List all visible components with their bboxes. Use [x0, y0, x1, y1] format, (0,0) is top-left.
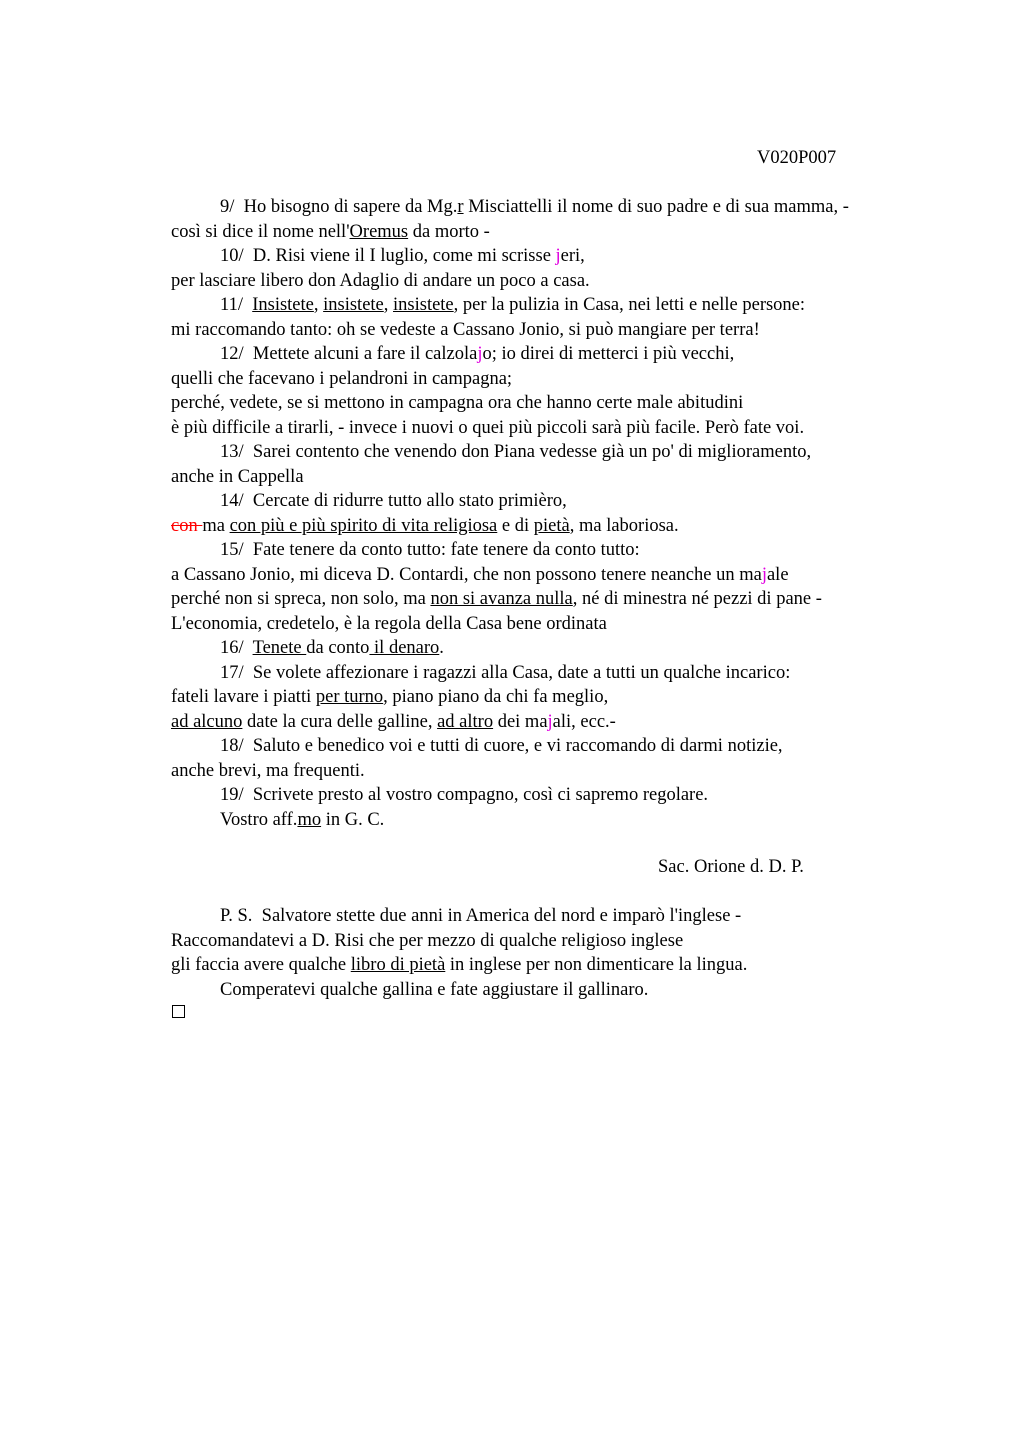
text-line: L'economia, credetelo, è la regola della Casa bene ordinata [171, 613, 607, 634]
line-item-14: 14/ Cercate di ridurre tutto allo stato primièro, [220, 491, 567, 511]
text-line: quelli che facevano i pelandroni in campagna; [171, 368, 513, 389]
line-item-19: 19/ Scrivete presto al vostro compagno, così ci sapremo regolare. [220, 785, 709, 805]
end-marker-box-icon [172, 1005, 185, 1018]
item-number: 10/ [220, 246, 244, 266]
text-line: perché non si spreca, non solo, ma non si avanza nulla, né di minestra né pezzi di pane - [171, 589, 822, 609]
text-line: con ma con più e più spirito di vita religiosa e di pietà, ma laboriosa. [171, 515, 679, 536]
item-number: 18/ [220, 736, 244, 756]
line-item-12: 12/ Mettete alcuni a fare il calzolajo; io direi di metterci i più vecchi, [220, 344, 735, 364]
text-line: anche in Cappella [171, 466, 304, 487]
ps-line: Raccomandatevi a D. Risi che per mezzo di qualche religioso inglese [171, 930, 684, 951]
item-number: 12/ [220, 344, 244, 364]
line-item-18: 18/ Saluto e benedico voi e tutti di cuore, e vi raccomando di darmi notizie, [220, 736, 783, 756]
ps-line: gli faccia avere qualche libro di pietà in inglese per non dimenticare la lingua. [171, 955, 748, 975]
ps-line: Comperatevi qualche gallina e fate aggiustare il gallinaro. [220, 979, 649, 1000]
page-id: V020P007 [757, 148, 837, 168]
line-item-17: 17/ Se volete affezionare i ragazzi alla Casa, date a tutti un qualche incarico: [220, 662, 791, 683]
text-line: fateli lavare i piatti per turno, piano piano da chi fa meglio, [171, 687, 609, 707]
text-line: mi raccomando tanto: oh se vedeste a Cassano Jonio, si può mangiare per terra! [171, 319, 760, 340]
closing-line: Vostro aff.mo in G. C. [220, 809, 385, 830]
ps-line: P. S. Salvatore stette due anni in America del nord e imparò l'inglese - [220, 906, 742, 926]
item-number: 19/ [220, 785, 244, 805]
item-number: 15/ [220, 540, 244, 560]
item-number: 16/ [220, 638, 244, 658]
line-item-9: 9/ Ho bisogno di sapere da Mg.r Misciattelli il nome di suo padre e di sua mamma, - [220, 197, 849, 217]
text-line: per lasciare libero don Adaglio di andare un poco a casa. [171, 270, 590, 291]
line-item-10: 10/ D. Risi viene il I luglio, come mi scrisse jeri, [220, 246, 585, 266]
postscript [171, 904, 971, 1002]
item-number: 9/ [220, 197, 235, 217]
line-item-13: 13/ Sarei contento che venendo don Piana vedesse già un po' di miglioramento, [220, 442, 812, 462]
line-item-16: 16/ Tenete da conto il denaro. [220, 638, 444, 658]
item-number: 11/ [220, 295, 243, 315]
text-line: ad alcuno date la cura delle galline, ad altro dei majali, ecc.- [171, 711, 616, 732]
signature: Sac. Orione d. D. P. [658, 857, 804, 877]
line-item-15: 15/ Fate tenere da conto tutto: fate tenere da conto tutto: [220, 540, 640, 560]
deleted-text: con [171, 515, 203, 536]
text-line: così si dice il nome nell'Oremus da morto - [171, 221, 490, 242]
text-line: è più difficile a tirarli, - invece i nuovi o quei più piccoli sarà più facile. Però fate voi. [171, 417, 805, 438]
item-number: 17/ [220, 662, 244, 683]
item-number: 13/ [220, 442, 244, 462]
line-item-11: 11/ Insistete, insistete, insistete, per la pulizia in Casa, nei letti e nelle persone: [220, 295, 806, 315]
letter-body [171, 195, 971, 832]
text-line: anche brevi, ma frequenti. [171, 760, 365, 781]
text-line: a Cassano Jonio, mi diceva D. Contardi, che non possono tenere neanche un majale [171, 564, 789, 585]
item-number: 14/ [220, 491, 244, 511]
text-line: perché, vedete, se si mettono in campagna ora che hanno certe male abitudini [171, 393, 744, 413]
